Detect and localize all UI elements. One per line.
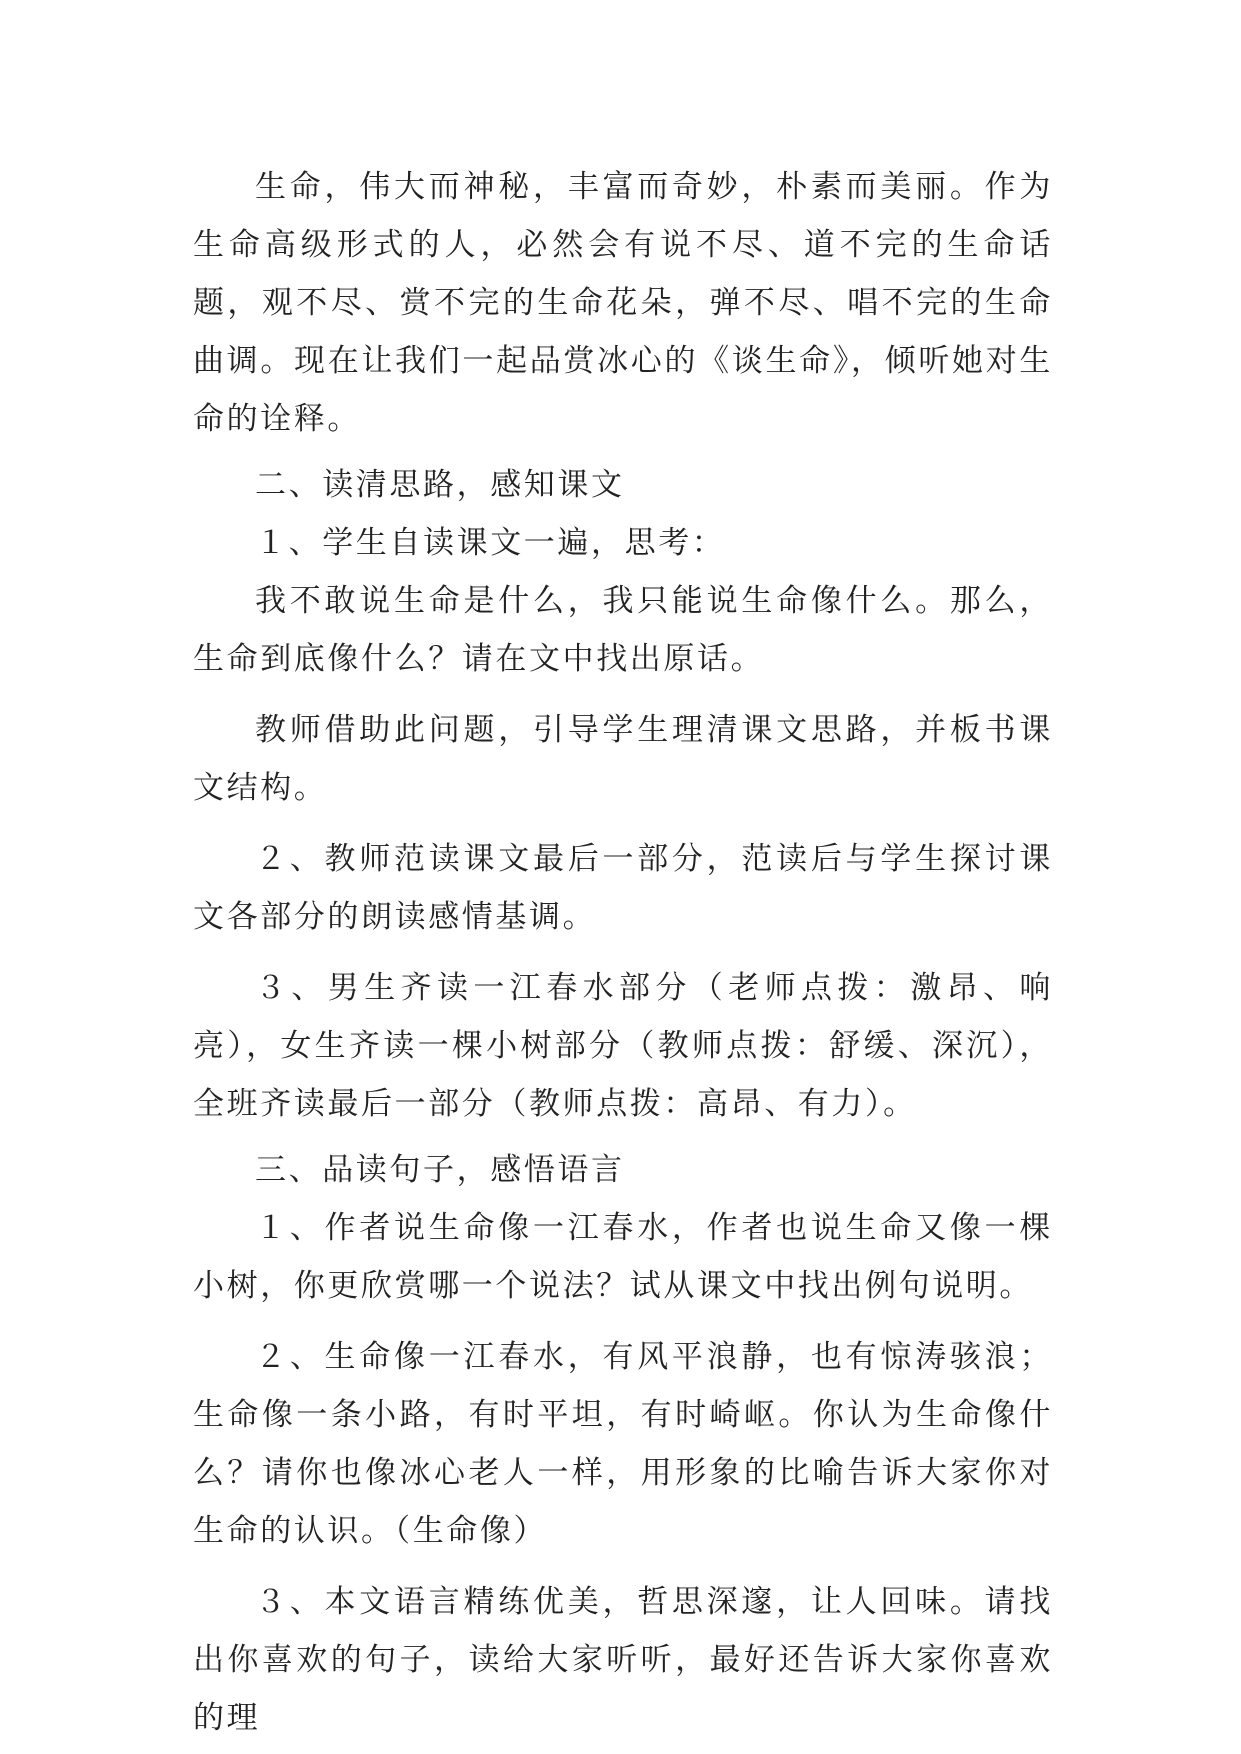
question-paragraph: 我不敢说生命是什么，我只能说生命像什么。那么，生命到底像什么？请在文中找出原话。 — [193, 583, 1053, 677]
section-heading-two: 二、读清思路，感知课文 — [255, 467, 625, 503]
sentence-task-2: ２、生命像一江春水，有风平浪静，也有惊涛骇浪；生命像一条小路，有时平坦，有时崎岖。你认为生命像什么？请你也像冰心老人一样，用形象的比喻告诉大家你对生命的认识。（生命像） — [193, 1339, 1053, 1549]
sentence-task-1: １、作者说生命像一江春水，作者也说生命又像一棵小树，你更欣赏哪一个说法？试从课文中找出例句说明。 — [193, 1210, 1053, 1304]
section-heading-three: 三、品读句子，感悟语言 — [255, 1152, 625, 1188]
step-1-reading: １、学生自读课文一遍，思考： — [255, 525, 726, 561]
intro-paragraph: 生命，伟大而神秘，丰富而奇妙，朴素而美丽。作为生命高级形式的人，必然会有说不尽、道不完的生命话题，观不尽、赏不完的生命花朵，弹不尽、唱不完的生命曲调。现在让我们一起品赏冰心的《谈生命》，倾听她对生命的诠释。 — [193, 169, 1053, 437]
step-2-model-reading: ２、教师范读课文最后一部分，范读后与学生探讨课文各部分的朗读感情基调。 — [193, 841, 1053, 935]
teacher-guide-paragraph: 教师借助此问题，引导学生理清课文思路，并板书课文结构。 — [193, 712, 1053, 806]
lesson-plan-text — [193, 158, 1053, 1747]
sentence-task-3: ３、本文语言精练优美，哲思深邃，让人回味。请找出你喜欢的句子，读给大家听听，最好还告诉大家你喜欢的理 — [193, 1584, 1053, 1736]
step-3-group-reading: ３、男生齐读一江春水部分（老师点拨：激昂、响亮），女生齐读一棵小树部分（教师点拨：舒缓、深沉），全班齐读最后一部分（教师点拨：高昂、有力）。 — [193, 970, 1053, 1122]
